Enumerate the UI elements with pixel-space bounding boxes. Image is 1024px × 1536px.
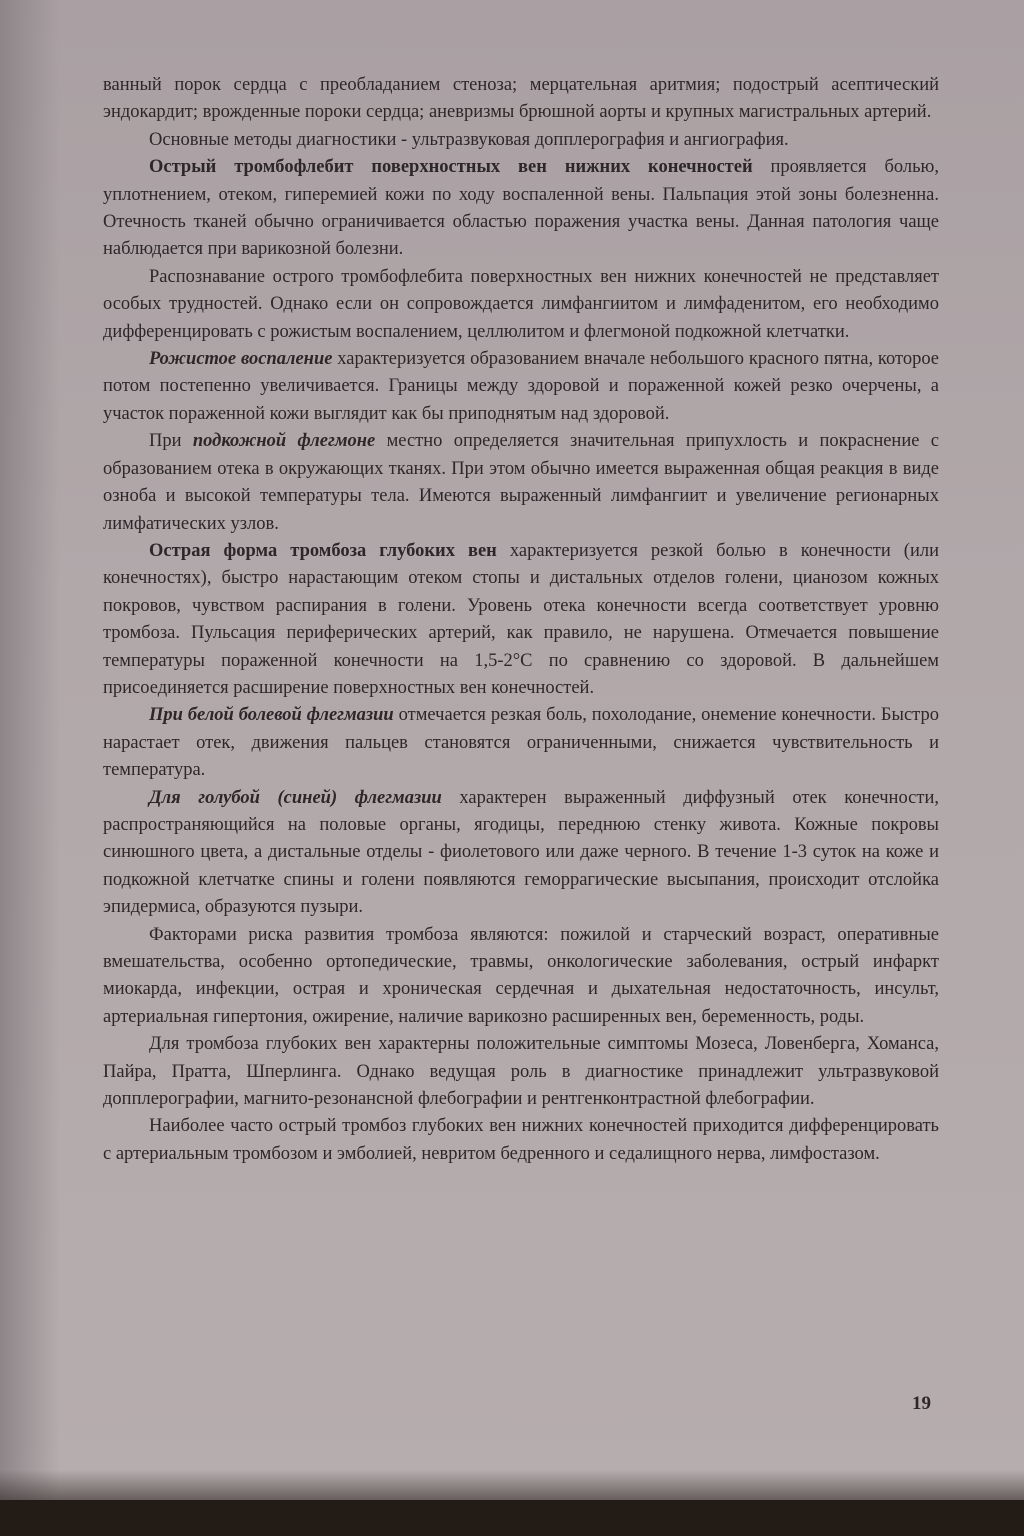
paragraph-text: отмечается резкая боль, похолодание, онемение конечности. Быстро нарастает отек, движения пальцев становятся ограниченными, снижается чувствительность и температура. [103, 705, 939, 781]
bold-lead: Острая форма тромбоза глубоких вен [149, 540, 497, 561]
paragraph-4 [103, 264, 939, 346]
paragraph-text: характеризуется резкой болью в конечности (или конечностях), быстро нарастающим отеком стопы и дистальных отделов голени, цианозом кожных покровов, чувством распирания в голени. Уровень отека конечности всегда соответствует уровню тромбоза. Пульсация периферических артерий, как правило, не нарушена. Отмечается повышение температуры пораженной конечности на 1,5-2°C по сравнению со здоровой. В дальнейшем присоединяется расширение поверхностных вен конечностей. [103, 540, 939, 698]
paragraph-text: Основные методы диагностики - ультразвуковая допплерография и ангиография. [149, 129, 789, 150]
paragraph-10 [103, 922, 939, 1032]
paragraph-text: проявляется болью, уплотнением, отеком, гиперемией кожи по ходу воспаленной вены. Пальпация этой зоны болезненна. Отечность тканей обычно ограничивается областью поражения участка вены. Данная патология чаще наблюдается при варикозной болезни. [103, 157, 939, 260]
page-number: 19 [912, 1393, 931, 1414]
italic-lead: Рожистое воспаление [149, 349, 333, 370]
paragraph-9 [103, 785, 939, 922]
bold-lead: Острый тромбофлебит поверхностных вен нижних конечностей [149, 157, 753, 178]
paragraph-text: местно определяется значительная припухлость и покраснение с образованием отека в окружающих тканях. При этом обычно имеется выраженная общая реакция в виде озноба и высокой температуры тела. Имеются выраженный лимфангиит и увеличение регионарных лимфатических узлов. [103, 431, 939, 534]
page-shadow-edge [0, 0, 60, 1500]
paragraph-text: характеризуется образованием вначале небольшого красного пятна, которое потом постепенно увеличивается. Границы между здоровой и пораженной кожей резко очерчены, а участок пораженной кожи выглядит как бы приподнятым над здоровой. [103, 349, 940, 424]
paragraph-2 [103, 127, 939, 154]
paragraph-7 [103, 538, 939, 702]
paragraph-prefix: При [149, 431, 193, 452]
paragraph-text: характерен выраженный диффузный отек конечности, распространяющийся на половые органы, ягодицы, переднюю стенку живота. Кожные покровы синюшного цвета, а дистальные отделы - фиолетового или даже черного. В течение 1-3 суток на коже и подкожной клетчатке спины и голени появляются геморрагические высыпания, происходит отслойка эпидермиса, образуются пузыри. [103, 787, 939, 918]
paragraph-12 [103, 1113, 939, 1168]
paragraph-3 [103, 154, 939, 264]
body-text [103, 72, 939, 1168]
paragraph-text: Наиболее часто острый тромбоз глубоких вен нижних конечностей приходится дифференцировать с артериальным тромбозом и эмболией, невритом бедренного и седалищного нерва, лимфостазом. [103, 1116, 939, 1164]
italic-lead: подкожной флегмоне [192, 431, 376, 452]
paragraph-text: Факторами риска развития тромбоза являются: пожилой и старческий возраст, оперативные вмешательства, особенно ортопедические, травмы, онкологические заболевания, острый инфаркт миокарда, инфекции, острая и хроническая сердечная и дыхательная недостаточность, инсульт, артериальная гипертония, ожирение, наличие варикозно расширенных вен, беременность, роды. [103, 924, 939, 1027]
paragraph-5 [103, 346, 939, 428]
italic-lead: Для голубой (синей) флегмазии [149, 787, 442, 808]
paragraph-text: Распознавание острого тромбофлебита поверхностных вен нижних конечностей не представляет особых трудностей. Однако если он сопровождается лимфангиитом и лимфаденитом, его необходимо дифференцировать с рожистым воспалением, целлюлитом и флегмоной подкожной клетчатки. [103, 266, 939, 342]
paragraph-6 [103, 428, 939, 538]
page-bottom-shadow [0, 1470, 1024, 1500]
italic-lead: При белой болевой флегмазии [149, 705, 394, 726]
paragraph-text: ванный порок сердца с преобладанием стеноза; мерцательная аритмия; подострый асептический эндокардит; врожденные пороки сердца; аневризмы брюшной аорты и крупных магистральных артерий. [103, 75, 939, 123]
background-surface [0, 1500, 1024, 1536]
paragraph-8 [103, 702, 939, 784]
paragraph-text: Для тромбоза глубоких вен характерны положительные симптомы Мозеса, Ловенберга, Хоманса, Пайра, Пратта, Шперлинга. Однако ведущая роль в диагностике принадлежит ультразвуковой допплерографии, магнито-резонансной флебографии и рентгенконтрастной флебографии. [103, 1034, 939, 1110]
paragraph-11 [103, 1031, 939, 1113]
paragraph-1 [103, 72, 939, 127]
